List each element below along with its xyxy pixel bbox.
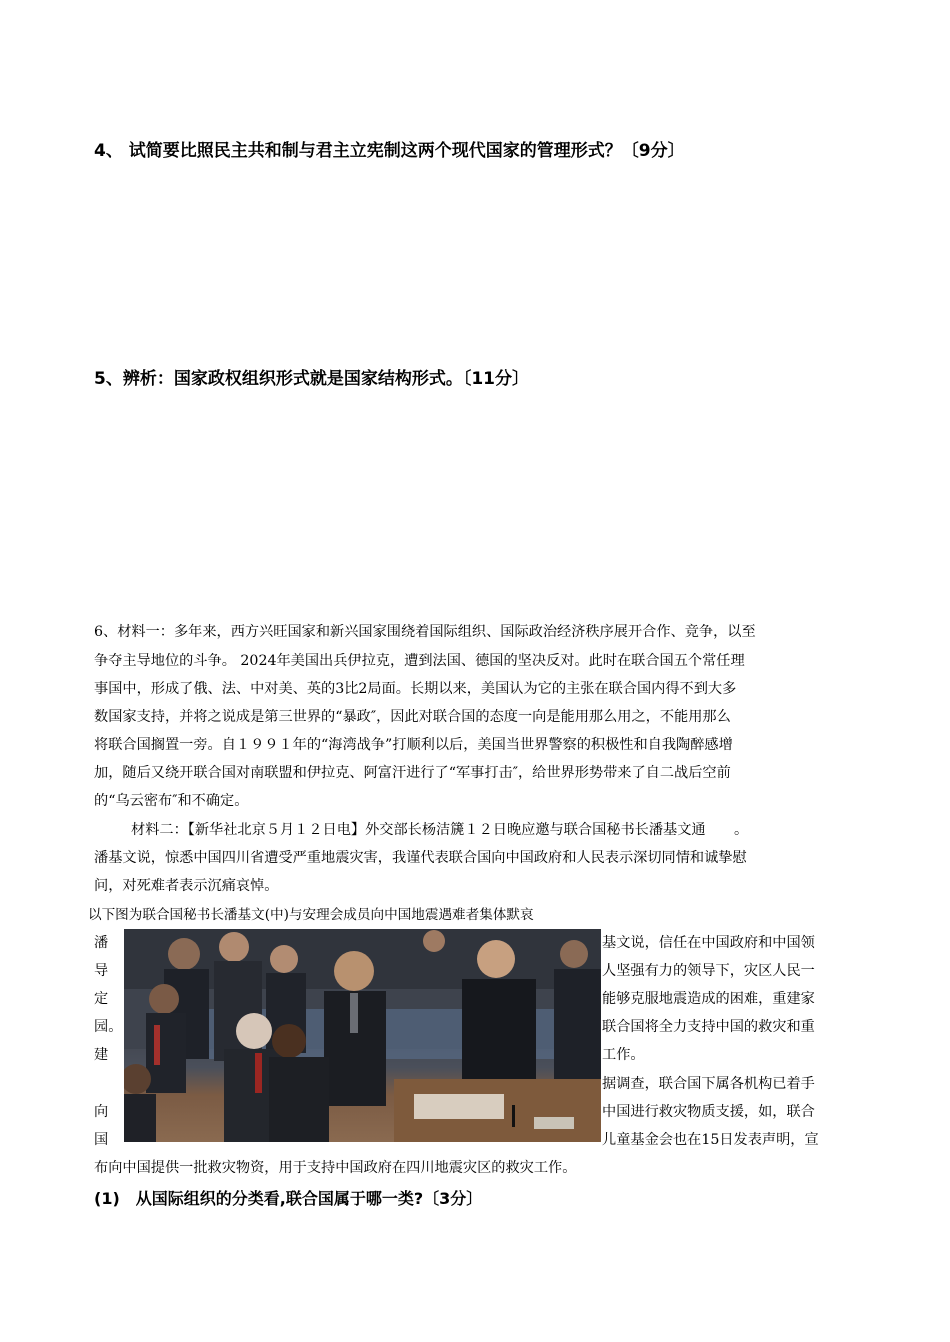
wrap-right-line: 人坚强有力的领导下，灾区人民一 bbox=[602, 963, 815, 979]
question-4: 4、 试简要比照民主共和制与君主立宪制这两个现代国家的管理形式？〔9分〕 bbox=[94, 141, 685, 161]
material-1-line: 事国中，形成了俄、法、中对美、英的3比2局面。长期以来，美国认为它的主张在联合国内得不到大多 bbox=[94, 681, 737, 697]
wrap-left-char: 建 bbox=[94, 1047, 109, 1063]
wrap-right-line: 联合国将全力支持中国的救灾和重 bbox=[602, 1019, 815, 1035]
material-1-line: 6、材料一：多年来，西方兴旺国家和新兴国家围绕着国际组织、国际政治经济秩序展开合作、竞争，以至 bbox=[94, 624, 756, 640]
wrap-right-line: 工作。 bbox=[602, 1047, 645, 1063]
question-6-part-1: (1) 从国际组织的分类看,联合国属于哪一类?〔3分〕 bbox=[94, 1189, 483, 1208]
wrap-right-line: 基文说，信任在中国政府和中国领 bbox=[602, 935, 815, 951]
wrap-left-char: 园。 bbox=[94, 1019, 123, 1035]
material-2-line: 材料二：【新华社北京５月１２日电】外交部长杨洁篪１２日晚应邀与联合国秘书长潘基文通 。 bbox=[131, 822, 749, 838]
wrap-left-char: 潘 bbox=[94, 935, 109, 951]
material-1-line: 加，随后又绕开联合国对南联盟和伊拉克、阿富汗进行了“军事打击″，给世界形势带来了自二战后空前 bbox=[94, 765, 731, 781]
wrap-left-char: 国 bbox=[94, 1132, 109, 1148]
material-2-line: 潘基文说，惊悉中国四川省遭受严重地震灾害，我谨代表联合国向中国政府和人民表示深切同情和诚挚慰 bbox=[94, 850, 747, 866]
material-1-line: 的“乌云密布″和不确定。 bbox=[94, 793, 249, 809]
closing-line: 布向中国提供一批救灾物资，用于支持中国政府在四川地震灾区的救灾工作。 bbox=[94, 1160, 577, 1176]
wrap-right-line: 中国进行救灾物质支援，如，联合 bbox=[602, 1104, 815, 1120]
material-2-line: 问，对死难者表示沉痛哀悼。 bbox=[94, 878, 279, 894]
photo-caption: 以下图为联合国秘书长潘基文(中)与安理会成员向中国地震遇难者集体默哀 bbox=[88, 907, 534, 923]
wrap-left-char: 向 bbox=[94, 1104, 109, 1120]
material-1-line: 数国家支持，并将之说成是第三世界的“暴政″，因此对联合国的态度一向是能用那么用之，不能用那么 bbox=[94, 709, 731, 725]
wrap-left-char: 定 bbox=[94, 991, 109, 1007]
photo-illustration bbox=[124, 929, 601, 1142]
wrap-right-line: 儿童基金会也在15日发表声明，宣 bbox=[602, 1132, 819, 1148]
wrap-right-line: 据调查，联合国下属各机构已着手 bbox=[602, 1076, 815, 1092]
question-5: 5、辨析：国家政权组织形式就是国家结构形式。〔11分〕 bbox=[94, 369, 529, 389]
wrap-left-char: 导 bbox=[94, 963, 109, 979]
wrap-right-line: 能够克服地震造成的困难，重建家 bbox=[602, 991, 815, 1007]
un-moment-of-silence-photo bbox=[124, 929, 601, 1142]
material-1-line: 争夺主导地位的斗争。 2024年美国出兵伊拉克，遭到法国、德国的坚决反对。此时在联合国五个常任理 bbox=[94, 653, 745, 669]
material-1-line: 将联合国搁置一旁。自１９９１年的“海湾战争”打顺利以后，美国当世界警察的积极性和自我陶醉感增 bbox=[94, 737, 733, 753]
